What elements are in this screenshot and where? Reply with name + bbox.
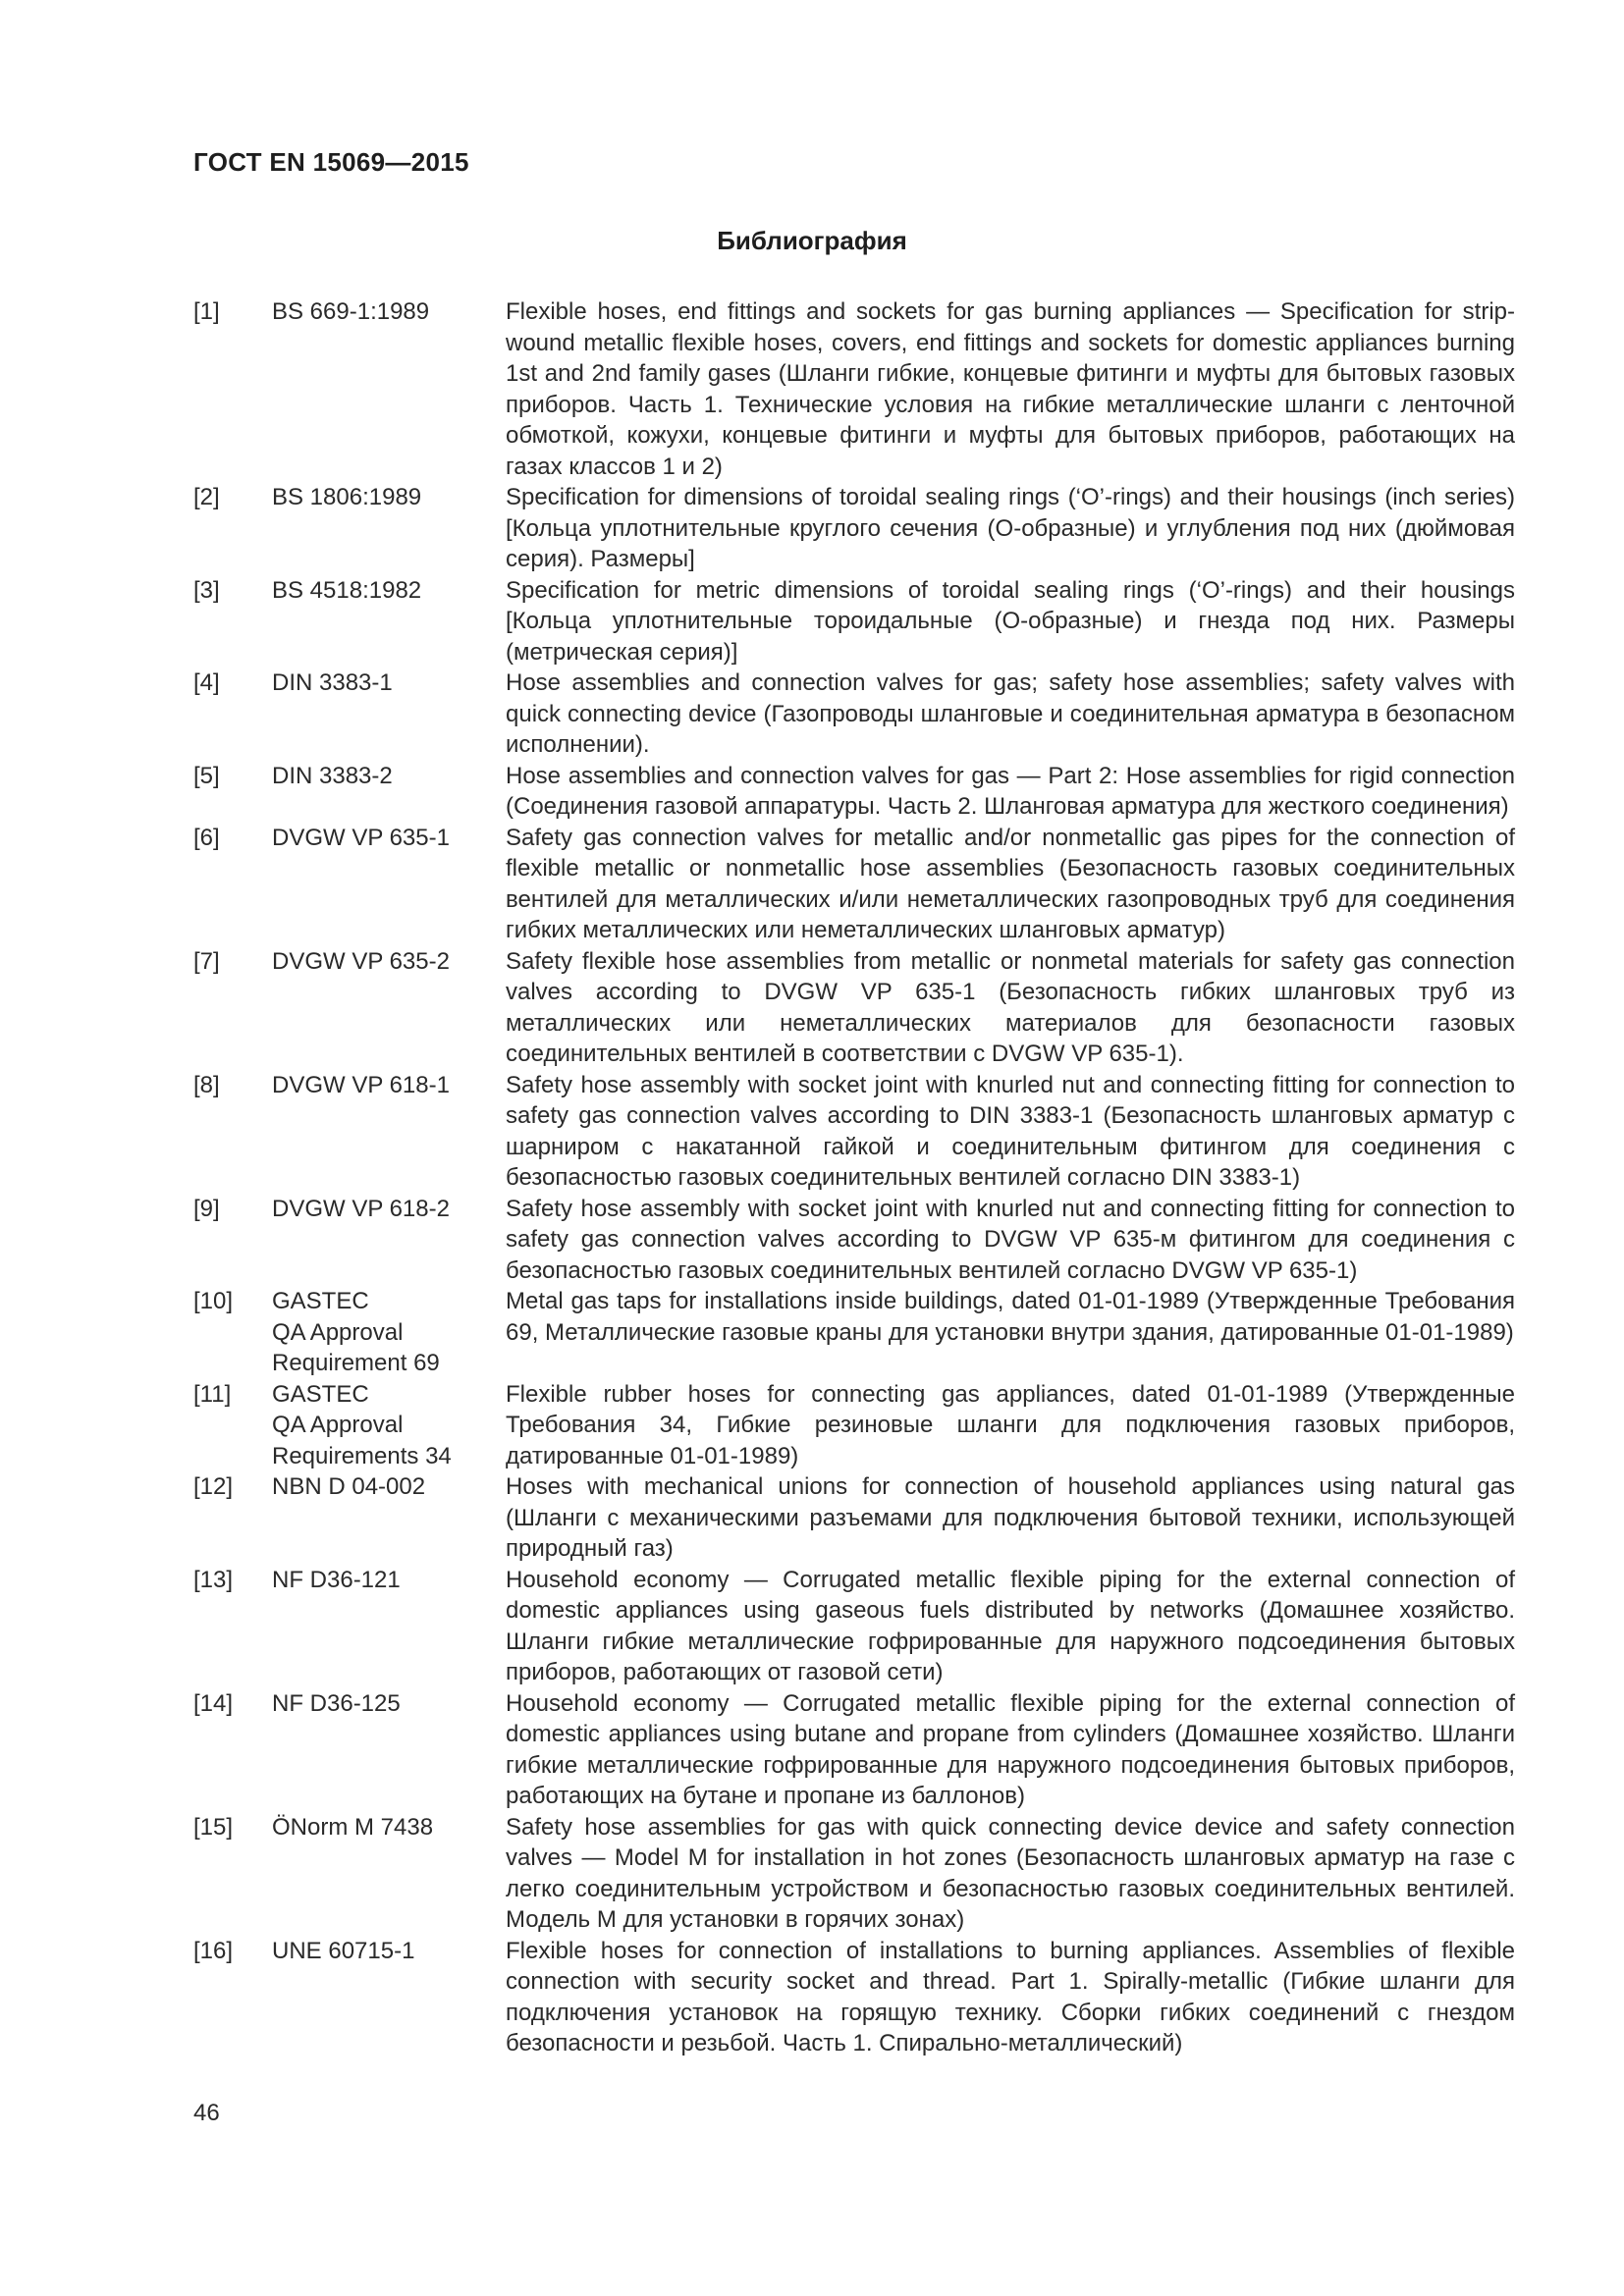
entry-number: [4] (193, 669, 220, 696)
entry-description: Household economy — Corrugated metallic flexible piping for the external connection of domestic appliances using butane and propane from cylinders (Домашнее хозяйство. Шланги гибкие металлические гофрированные для наружного подсоединения бытовых приборов, работающих на бутане и пропане из баллонов) (506, 1689, 1515, 1809)
entry-number: [13] (193, 1566, 234, 1593)
entry-number: [8] (193, 1071, 220, 1098)
entry-code: DVGW VP 635-2 (272, 947, 450, 975)
entry-code: DVGW VP 618-2 (272, 1195, 450, 1222)
entry-code: DIN 3383-2 (272, 762, 393, 789)
entry-code: NF D36-125 (272, 1689, 401, 1717)
document-header: ГОСТ EN 15069—2015 (193, 147, 469, 177)
bibliography-entry (193, 1471, 1515, 1565)
entry-number: [10] (193, 1288, 234, 1314)
entry-description: Hose assemblies and connection valves for gas; safety hose assemblies; safety valves with quick connecting device (Газопроводы шланговые и соединительная арматура в безопасном исполнении). (506, 669, 1515, 758)
entry-number: [11] (193, 1380, 232, 1408)
entry-description: Safety hose assembly with socket joint with knurled nut and connecting fitting for connection to safety gas connection valves according to DIN 3383-1 (Безопасность шланговых арматур с шарниром с накатанной гайкой и соединительным фитингом для соединения с безопасностью газовых соединительных вентилей согласно DIN 3383-1) (506, 1071, 1515, 1191)
entry-number: [14] (193, 1689, 234, 1717)
entry-code: BS 1806:1989 (272, 484, 422, 510)
entry-number: [16] (193, 1937, 234, 1964)
entry-code: GASTEC QA Approval Requirements 34 (272, 1380, 452, 1469)
entry-code: NBN D 04-002 (272, 1473, 426, 1500)
bibliography-entry (193, 1379, 1515, 1472)
entry-description: Safety hose assembly with socket joint with knurled nut and connecting fitting for connection to safety gas connection valves according to DVGW VP 635-м фитингом для соединения с безопасностью газовых соединительных вентилей согласно DVGW VP 635-1) (506, 1195, 1515, 1284)
entry-number: [1] (193, 298, 220, 325)
bibliography-entry (193, 575, 1515, 668)
bibliography-entry (193, 1286, 1515, 1379)
entry-description: Specification for dimensions of toroidal sealing rings (‘O’-rings) and their housings (inch series) [Кольца уплотнительные круглого сечения (О-образные) и углубления под них (дюймовая серия). Размеры] (506, 484, 1515, 572)
entry-number: [6] (193, 824, 220, 851)
entry-description: Safety hose assemblies for gas with quick connecting device device and safety connection valves — Model M for installation in hot zones (Безопасность шланговых арматур на газе с легко соединительным устройством и безопасностью газовых соединительных вентилей. Модель М для установки в горячих зонах) (506, 1813, 1515, 1933)
bibliography-entry (193, 482, 1515, 575)
entry-code: BS 669-1:1989 (272, 298, 430, 325)
bibliography-entry (193, 667, 1515, 761)
entry-description: Metal gas taps for installations inside buildings, dated 01-01-1989 (Утвержденные Требования 69, Металлические газовые краны для установки внутри здания, датированные 01-01-1989) (506, 1288, 1515, 1346)
entry-code: BS 4518:1982 (272, 576, 422, 604)
entry-number: [12] (193, 1473, 234, 1500)
entry-description: Safety gas connection valves for metallic and/or nonmetallic gas pipes for the connection of flexible metallic or nonmetallic hose assemblies (Безопасность газовых соединительных вентилей для металлических и/или неметаллических газопроводных труб для соединения гибких металлических или неметаллических шланговых арматур) (506, 824, 1515, 943)
bibliography-entry (193, 1194, 1515, 1287)
entry-number: [7] (193, 947, 220, 975)
bibliography-entry (193, 1812, 1515, 1936)
entry-code: NF D36-121 (272, 1566, 401, 1593)
entry-description: Flexible rubber hoses for connecting gas appliances, dated 01-01-1989 (Утвержденные Требования 34, Гибкие резиновые шланги для подключения газовых приборов, датированные 01-01-1989) (506, 1380, 1515, 1469)
entry-description: Hose assemblies and connection valves for gas — Part 2: Hose assemblies for rigid connection (Соединения газовой аппаратуры. Часть 2. Шланговая арматура для жесткого соединения) (506, 762, 1515, 820)
bibliography-list (193, 296, 1515, 2059)
entry-code: GASTEC QA Approval Requirement 69 (272, 1288, 440, 1376)
entry-number: [3] (193, 576, 220, 604)
bibliography-entry (193, 1688, 1515, 1812)
section-title: Библиография (717, 226, 907, 255)
entry-number: [15] (193, 1813, 234, 1841)
page-number: 46 (193, 2100, 220, 2126)
entry-description: Specification for metric dimensions of toroidal sealing rings (‘O’-rings) and their housings [Кольца уплотнительные тороидальные (О-образные) и гнезда под них. Размеры (метрическая серия)] (506, 576, 1515, 666)
bibliography-entry (193, 946, 1515, 1070)
entry-description: Flexible hoses for connection of installations to burning appliances. Assemblies of flexible connection with security socket and thread. Part 1. Spirally-metallic (Гибкие шланги для подключения установок на горящую технику. Сборки гибких соединений с гнездом безопасности и резьбой. Часть 1. Спирально-металлический) (506, 1937, 1515, 2056)
entry-code: UNE 60715-1 (272, 1937, 415, 1964)
entry-description: Safety flexible hose assemblies from metallic or nonmetal materials for safety gas connection valves according to DVGW VP 635-1 (Безопасность гибких шланговых труб из металлических или неметаллических материалов для безопасности газовых соединительных вентилей в соответствии с DVGW VP 635-1). (506, 947, 1515, 1067)
entry-code: DVGW VP 635-1 (272, 824, 450, 851)
bibliography-entry (193, 296, 1515, 482)
bibliography-entry (193, 1936, 1515, 2059)
bibliography-entry (193, 1070, 1515, 1194)
entry-number: [5] (193, 762, 220, 789)
entry-code: ÖNorm M 7438 (272, 1813, 434, 1841)
entry-number: [9] (193, 1195, 220, 1222)
entry-code: DIN 3383-1 (272, 669, 393, 696)
bibliography-entry (193, 1565, 1515, 1688)
bibliography-entry (193, 761, 1515, 823)
entry-code: DVGW VP 618-1 (272, 1071, 450, 1098)
entry-description: Hoses with mechanical unions for connection of household appliances using natural gas (Шланги с механическими разъемами для подключения бытовой техники, использующей природный газ) (506, 1473, 1515, 1562)
entry-number: [2] (193, 484, 220, 510)
entry-description: Flexible hoses, end fittings and sockets for gas burning appliances — Specification for strip-wound metallic flexible hoses, covers, end fittings and sockets for domestic appliances burning 1st and 2nd family gases (Шланги гибкие, концевые фитинги и муфты для бытовых газовых приборов. Часть 1. Технические условия на гибкие металлические шланги с ленточной обмоткой, кожухи, концевые фитинги и муфты для бытовых приборов, работающих на газах классов 1 и 2) (506, 298, 1515, 480)
bibliography-entry (193, 823, 1515, 946)
entry-description: Household economy — Corrugated metallic flexible piping for the external connection of domestic appliances using gaseous fuels distributed by networks (Домашнее хозяйство. Шланги гибкие металлические гофрированные для наружного подсоединения бытовых приборов, работающих от газовой сети) (506, 1566, 1515, 1685)
